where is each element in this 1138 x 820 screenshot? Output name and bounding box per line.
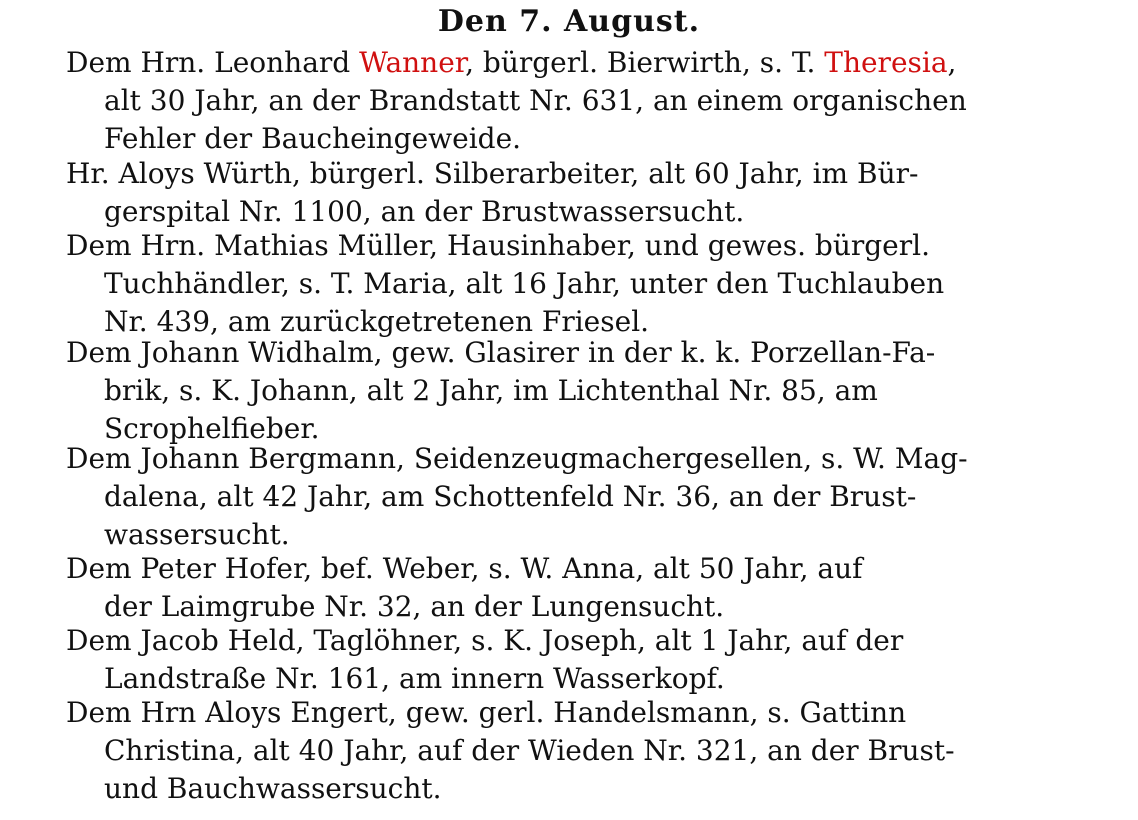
entry-line: Dem Johann Widhalm, gew. Glasirer in der k. k. Porzellan-Fa- [66, 336, 936, 369]
entry-line: und Bauchwassersucht. [104, 772, 442, 805]
entry-line: alt 30 Jahr, an der Brandstatt Nr. 631, an einem organischen [104, 84, 967, 117]
date-heading: Den 7. August. [437, 4, 701, 39]
entry-line: Nr. 439, am zurückgetretenen Friesel. [104, 305, 650, 338]
death-record-entry [66, 334, 1086, 448]
highlighted-name: Theresia [824, 46, 948, 79]
entry-line: Dem Jacob Held, Taglöhner, s. K. Joseph, alt 1 Jahr, auf der [66, 624, 904, 657]
highlighted-name: Wanner [359, 46, 466, 79]
death-record-entry [66, 44, 1086, 158]
death-record-entry [66, 440, 1086, 554]
death-record-entry [66, 694, 1086, 808]
death-record-entry [66, 227, 1086, 341]
entry-line: Hr. Aloys Würth, bürgerl. Silberarbeiter, alt 60 Jahr, im Bür- [66, 157, 919, 190]
entry-line: Dem Hrn. Leonhard Wanner, bürgerl. Bierwirth, s. T. Theresia, [66, 46, 957, 79]
entry-line: Dem Peter Hofer, bef. Weber, s. W. Anna, alt 50 Jahr, auf [66, 552, 863, 585]
death-record-entry [66, 550, 1086, 626]
death-record-entry [66, 155, 1086, 231]
entry-line: Tuchhändler, s. T. Maria, alt 16 Jahr, unter den Tuchlauben [104, 267, 945, 300]
entry-line: wassersucht. [104, 518, 290, 551]
entry-line: dalena, alt 42 Jahr, am Schottenfeld Nr. 36, an der Brust- [104, 480, 917, 513]
entry-line: Dem Hrn Aloys Engert, gew. gerl. Handelsmann, s. Gattinn [66, 696, 907, 729]
entry-line: gerspital Nr. 1100, an der Brustwassersucht. [104, 195, 745, 228]
entry-line: Scrophelfieber. [104, 412, 320, 445]
entry-line: Dem Johann Bergmann, Seidenzeugmachergesellen, s. W. Mag- [66, 442, 968, 475]
entry-line: der Laimgrube Nr. 32, an der Lungensucht. [104, 590, 725, 623]
entry-line: brik, s. K. Johann, alt 2 Jahr, im Lichtenthal Nr. 85, am [104, 374, 878, 407]
entry-line: Dem Hrn. Mathias Müller, Hausinhaber, und gewes. bürgerl. [66, 229, 930, 262]
entry-line: Landstraße Nr. 161, am innern Wasserkopf. [104, 662, 725, 695]
death-record-entry [66, 622, 1086, 698]
entry-line: Christina, alt 40 Jahr, auf der Wieden Nr. 321, an der Brust- [104, 734, 955, 767]
entry-line: Fehler der Baucheingeweide. [104, 122, 522, 155]
